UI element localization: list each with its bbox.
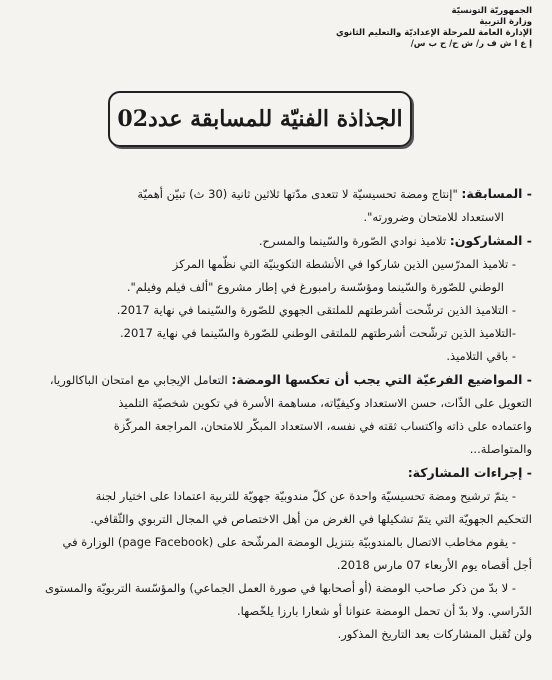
participants-item-2: - التلاميذ الذين ترشّحت أشرطتهم للملتقى الجهوي للصّورة والسّينما في نهاية 2017. [116, 303, 516, 317]
topics-line-2: التعويل على الذّات، حسن الاستعداد وكيفيّاته، مساهمة الأسرة في تكوين شخصيّة التلميذ [118, 396, 532, 410]
procedure-3-line-2: الدّراسي. ولا بدّ أن تحمل الومضة عنوانا أو شعارا بارزا يلخّصها. [236, 604, 532, 618]
competition-text-2: الاستعداد للامتحان وضرورته". [363, 210, 504, 224]
participants-item-4: - باقي التلاميذ. [446, 349, 516, 363]
procedure-4: ولن تُقبل المشاركات بعد التاريخ المذكور. [337, 627, 532, 641]
procedure-2-line-2: أجل أقصاه يوم الأربعاء 07 مارس 2018. [336, 558, 532, 572]
header-line-ministry: وزارة التربية [479, 17, 532, 27]
header-line-republic: الجمهوريّة التونسيّة [451, 6, 532, 16]
topics-label: - المواضيع الفرعيّة التي يجب أن تعكسها الومضة: [231, 372, 532, 387]
ministry-header [302, 6, 532, 50]
competition-text-1: "إنتاج ومضة تحسيسيّة لا تتعدى مدّتها ثلاثين ثانية (30 ث) تبيّن أهميّة [137, 187, 458, 201]
header-line-reference: إ ع ا ش ف ر/ ش ح/ ح ب س/ [410, 39, 532, 49]
topics-line-1: التعامل الإيجابي مع امتحان الباكالوريا، [49, 373, 228, 387]
participants-item-1-line-1: - تلاميذ المدرّسين الذين شاركوا في الأنشطة التكوينيّة التي نظّمها المركز [172, 257, 516, 271]
competition-label: - المسابقة: [461, 186, 532, 201]
procedure-3-line-1: - لا بدّ من ذكر صاحب الومضة (أو أصحابها في صورة العمل الجماعي) والمؤسّسة التربويّة والمستوى [44, 581, 516, 595]
topics-line-3: واعتماده على ذاته واكتساب ثقته في نفسه، الاستعداد المبكّر للامتحان، المراجعة المركّزة [113, 419, 532, 433]
topics-line-4: والمتواصلة... [469, 442, 532, 456]
procedure-1-line-2: التحكيم الجهويّة التي يتمّ تشكيلها في الغرض من أهل الاختصاص في المجال التربوي والثّقافي. [90, 512, 532, 526]
document-body [18, 182, 532, 646]
header-line-directorate: الإدارة العامة للمرحلة الإعداديّة والتعليم الثانوي [335, 28, 532, 38]
participants-item-1-line-2: الوطني للصّورة والسّينما ومؤسّسة رامبورغ في إطار مشروع "ألف فيلم وفيلم". [126, 280, 504, 294]
page-title: الجذاذة الفنيّة للمسابقة عدد02 [108, 91, 412, 147]
participants-text: تلاميذ نوادي الصّورة والسّينما والمسرح. [258, 234, 447, 248]
participants-label: - المشاركون: [449, 233, 532, 248]
procedure-2-line-1: - يقوم مخاطب الاتصال بالمندوبيّة بتنزيل الومضة المرشّحة على (page Facebook) الوزارة في [62, 535, 516, 549]
participants-item-3: -التلاميذ الذين ترشّحت أشرطتهم للملتقى الوطني للصّورة والسّينما في نهاية 2017. [119, 326, 516, 340]
procedures-label: - إجراءات المشاركة: [407, 465, 532, 480]
procedure-1-line-1: - يتمّ ترشيح ومضة تحسيسيّة واحدة عن كلّ مندوبيّة جهويّة للتربية اعتمادا على اختيار لجنة [95, 489, 516, 503]
